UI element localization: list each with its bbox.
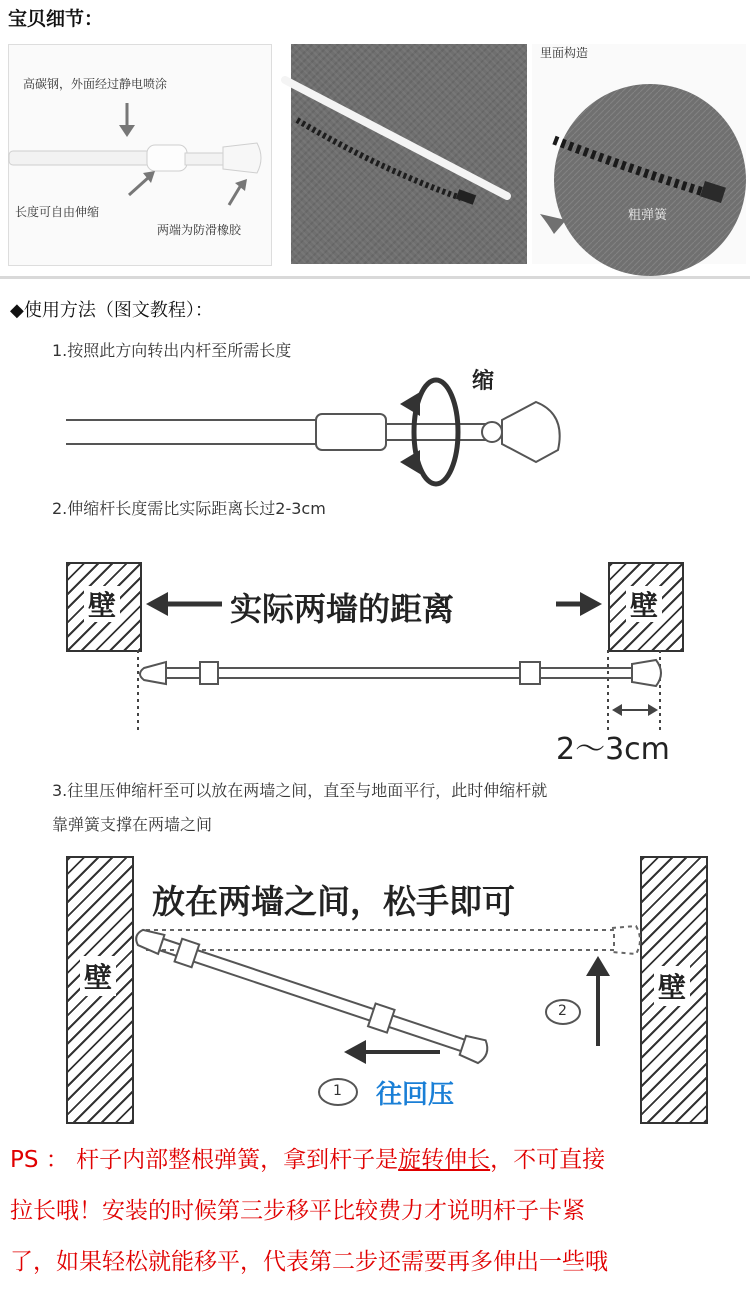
ends-callout: 两端为防滑橡胶 [157, 223, 242, 237]
details-title: 宝贝细节： [8, 8, 104, 30]
ps-line-1-a: 杆子内部整根弹簧，拿到杆子是 [76, 1147, 399, 1173]
section-divider [0, 276, 750, 279]
push-back-label: 往回压 [376, 1080, 455, 1110]
release-label: 放在两墙之间，松手即可 [152, 882, 515, 921]
ps-note [10, 1142, 746, 1280]
right-wall-label-step2: 壁 [626, 586, 662, 622]
ps-line-1 [10, 1142, 746, 1179]
step-1-diagram [66, 362, 606, 482]
right-wall-label-step3: 壁 [654, 966, 690, 1006]
inner-structure-panel [532, 44, 746, 264]
magnified-spring [532, 44, 746, 264]
ps-line-1-b: ，不可直接 [490, 1147, 606, 1173]
length-callout: 长度可自由伸缩 [15, 205, 100, 219]
step-2-text: 2.伸缩杆长度需比实际距离长过2-3cm [52, 499, 326, 518]
distance-label: 实际两墙的距离 [230, 590, 455, 628]
step-3-text-line2: 靠弹簧支撑在两墙之间 [52, 815, 213, 834]
step-1-text: 1.按照此方向转出内杆至所需长度 [52, 341, 292, 360]
inner-structure-label: 里面构造 [540, 46, 589, 60]
circle-1-label: 1 [333, 1083, 342, 1099]
rod-photo-drawing [291, 44, 527, 264]
left-wall-label-step2: 壁 [84, 586, 120, 622]
circle-2-label: 2 [558, 1003, 567, 1019]
ps-highlight: 旋转伸长 [398, 1147, 491, 1173]
ps-prefix: PS ： [10, 1147, 69, 1173]
gap-label: 2～3cm [556, 732, 670, 767]
ps-line-2: 拉长哦！安装的时候第三步移平比较费力才说明杆子卡紧 [10, 1197, 585, 1224]
step-3-text-line1: 3.往里压伸缩杆至可以放在两墙之间，直至与地面平行，此时伸缩杆就 [52, 781, 548, 800]
spring-label: 粗弹簧 [628, 208, 668, 223]
material-callout: 高碳钢，外面经过静电喷涂 [23, 77, 168, 91]
left-wall-label-step3: 壁 [80, 956, 116, 996]
ps-line-3: 了，如果轻松就能移平，代表第二步还需要再多伸出一些哦 [10, 1248, 608, 1275]
usage-title: ◆使用方法（图文教程）： [10, 300, 213, 321]
rod-detail-panel [8, 44, 272, 266]
shrink-label: 缩 [472, 369, 495, 394]
rod-photo [291, 44, 527, 264]
